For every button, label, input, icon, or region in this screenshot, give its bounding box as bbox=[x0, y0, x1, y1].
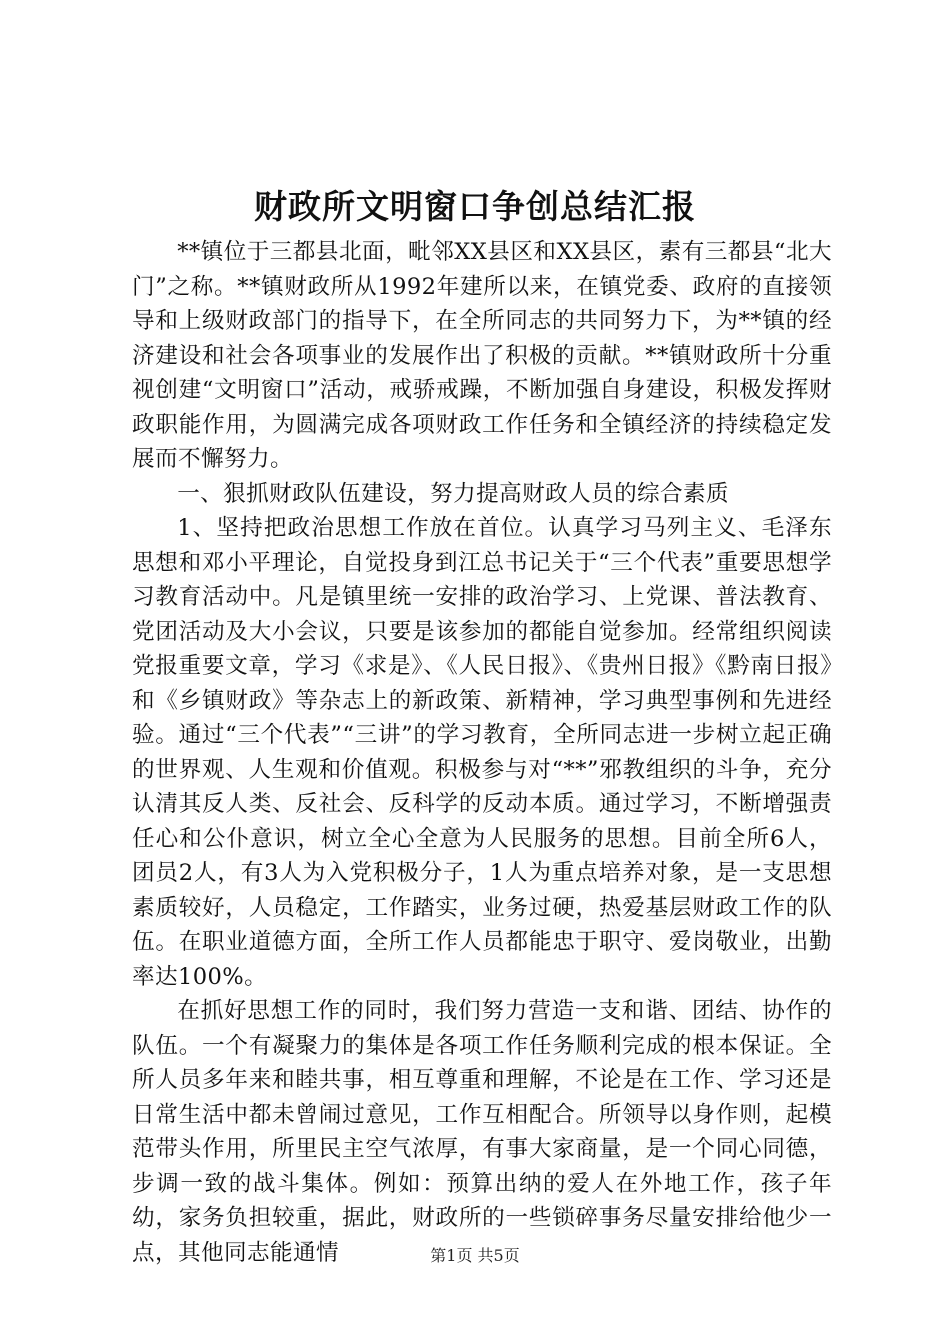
page-number-footer: 第1页 共5页 bbox=[430, 1246, 520, 1265]
intro-paragraph: **镇位于三都县北面，毗邻XX县区和XX县区，素有三都县“北大门”之称。**镇财政所从1992年建所以来，在镇党委、政府的直接领导和上级财政部门的指导下，在全所同志的共同努力下，为**镇的经济建设和社会各项事业的发展作出了积极的贡献。**镇财政所十分重视创建“文明窗口”活动，戒骄戒躁，不断加强自身建设，积极发挥财政职能作用，为圆满完成各项财政工作任务和全镇经济的持续稳定发展而不懈努力。 bbox=[132, 239, 832, 472]
section-heading: 一、狠抓财政队伍建设，努力提高财政人员的综合素质 bbox=[177, 480, 730, 507]
document-body bbox=[132, 235, 832, 1270]
body-paragraph: 在抓好思想工作的同时，我们努力营造一支和谐、团结、协作的队伍。一个有凝聚力的集体是各项工作任务顺利完成的根本保证。全所人员多年来和睦共事，相互尊重和理解，不论是在工作、学习还是日常生活中都未曾闹过意见，工作互相配合。所领导以身作则，起模范带头作用，所里民主空气浓厚，有事大家商量，是一个同心同德，步调一致的战斗集体。例如：预算出纳的爱人在外地工作，孩子年幼，家务负担较重，据此，财政所的一些锁碎事务尽量安排给他少一点，其他同志能通情 bbox=[132, 998, 832, 1266]
document-title: 财政所文明窗口争创总结汇报 bbox=[254, 187, 696, 226]
body-paragraph: 1、坚持把政治思想工作放在首位。认真学习马列主义、毛泽东思想和邓小平理论，自觉投身到江总书记关于“三个代表”重要思想学习教育活动中。凡是镇里统一安排的政治学习、上党课、普法教育、党团活动及大小会议，只要是该参加的都能自觉参加。经常组织阅读党报重要文章，学习《求是》、《人民日报》、《贵州日报》《黔南日报》和《乡镇财政》等杂志上的新政策、新精神，学习典型事例和先进经验。通过“三个代表”“三讲”的学习教育，全所同志进一步树立起正确的世界观、人生观和价值观。积极参与对“**”邪教组织的斗争，充分认清其反人类、反社会、反科学的反动本质。通过学习，不断增强责任心和公仆意识，树立全心全意为人民服务的思想。目前全所6人，团员2人，有3人为入党积极分子，1人为重点培养对象，是一支思想素质较好，人员稳定，工作踏实，业务过硬，热爱基层财政工作的队伍。在职业道德方面，全所工作人员都能忠于职守、爱岗敬业，出勤率达100%。 bbox=[132, 515, 832, 990]
